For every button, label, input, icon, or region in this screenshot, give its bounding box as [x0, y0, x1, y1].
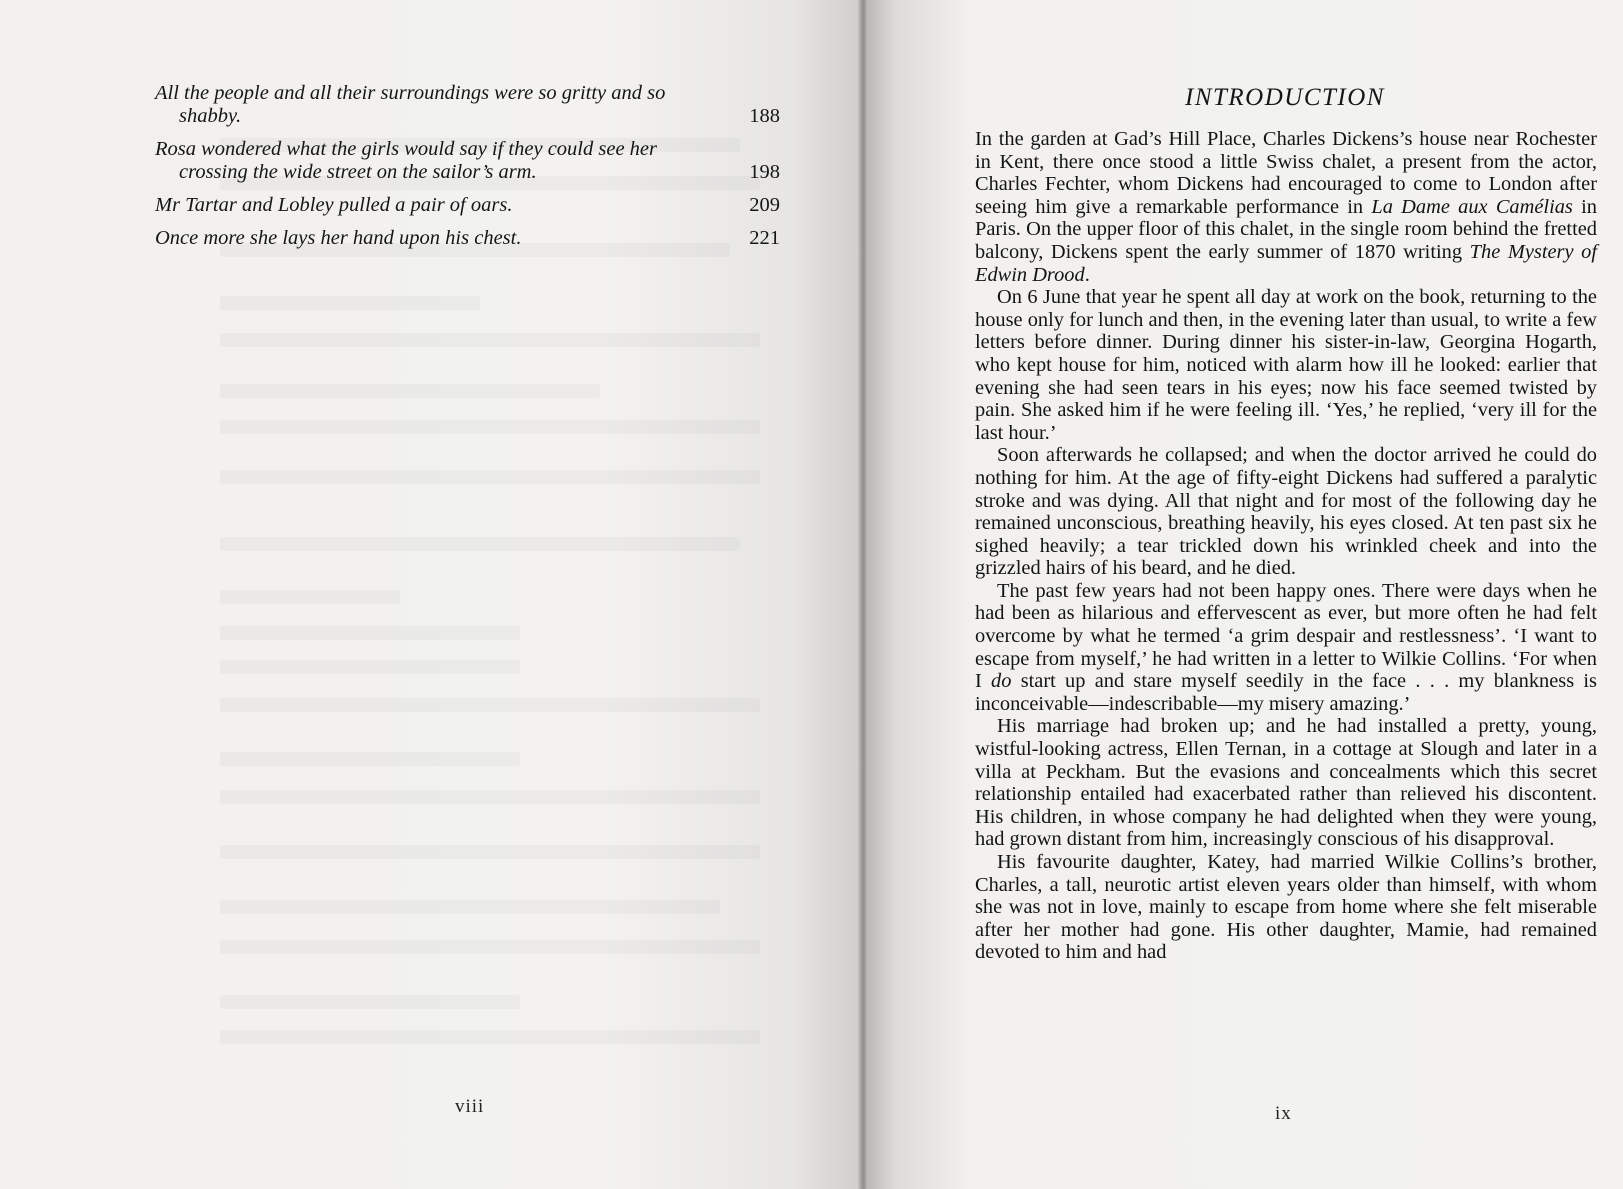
- show-through-line: [220, 1030, 760, 1044]
- show-through-line: [220, 590, 400, 604]
- introduction-text: [975, 128, 1597, 964]
- list-item: [155, 194, 780, 217]
- page-number-left: viii: [455, 1096, 485, 1117]
- italic-title: La Dame aux Camélias: [1371, 195, 1573, 218]
- show-through-line: [220, 940, 760, 954]
- text-run: In the garden at Gad’s Hill Place, Charles Dickens’s house near Rochester in Kent, there once stood a little Swiss chalet, a present from the actor, Charles Fechter, whom Dickens had encouraged to come to London after seeing him give a remarkable performance in: [975, 128, 1597, 218]
- show-through-line: [220, 333, 760, 347]
- show-through-line: [220, 900, 720, 914]
- illustration-caption: Mr Tartar and Lobley pulled a pair of oars.: [155, 194, 513, 216]
- show-through-line: [220, 698, 760, 712]
- show-through-line: [220, 995, 520, 1009]
- illustration-page-number: 209: [749, 194, 780, 216]
- show-through-line: [220, 660, 520, 674]
- illustration-caption: All the people and all their surroundings were so gritty and so shabby.: [155, 82, 666, 127]
- show-through-line: [220, 384, 600, 398]
- show-through-line: [220, 420, 760, 434]
- text-run: start up and stare myself seedily in the face . . . my blankness is inconceivable—indescribable—my misery amazing.’: [975, 670, 1597, 715]
- illustration-page-number: 198: [749, 161, 780, 183]
- paragraph: His marriage had broken up; and he had installed a pretty, young, wistful-looking actress, Ellen Ternan, in a cottage at Slough and later in a villa at Peckham. But the evasions and concealments which this secret relationship entailed had exacerbated rather than relieved his discontent. His children, in whose company he had delighted when they were young, had grown distant from him, increasingly conscious of his disapproval.: [975, 715, 1597, 851]
- list-item: [155, 227, 780, 250]
- text-run: The past few years had not been happy ones. There were days when he had been as hilarious and effervescent as ever, but more often he had felt overcome by what he termed ‘a grim despair and restlessness’. ‘I want to escape from myself,’ he had written in a letter to Wilkie Collins. ‘For when I: [975, 579, 1597, 693]
- show-through-line: [220, 296, 480, 310]
- paragraph: On 6 June that year he spent all day at work on the book, returning to the house only for lunch and then, in the evening later than usual, to write a few letters before dinner. During dinner his sister-in-law, Georgina Hogarth, who kept house for him, noticed with alarm how ill he looked: earlier that evening she had seen tears in his eyes; now his face seemed twisted by pain. She asked him if he were feeling ill. ‘Yes,’ he replied, ‘very ill for the last hour.’: [975, 286, 1597, 444]
- illustration-page-number: 188: [749, 105, 780, 127]
- list-item: [155, 138, 780, 184]
- page-title: INTRODUCTION: [1185, 84, 1385, 111]
- show-through-line: [220, 470, 760, 484]
- show-through-line: [220, 626, 520, 640]
- list-of-illustrations: [155, 82, 780, 260]
- paragraph: His favourite daughter, Katey, had married Wilkie Collins’s brother, Charles, a tall, neurotic artist eleven years older than himself, with whom she was not in love, mainly to escape from home where she felt miserable after her mother had gone. His other daughter, Mamie, had remained devoted to him and had: [975, 851, 1597, 964]
- illustration-caption: Rosa wondered what the girls would say if they could see her crossing the wide street on the sailor’s arm.: [155, 138, 657, 183]
- italic-title: The Mystery of Edwin Drood: [975, 240, 1597, 286]
- paragraph: [975, 128, 1597, 286]
- list-item: [155, 82, 780, 128]
- show-through-line: [220, 790, 760, 804]
- italic-emphasis: do: [991, 670, 1012, 693]
- illustration-page-number: 221: [749, 227, 780, 249]
- paragraph: Soon afterwards he collapsed; and when the doctor arrived he could do nothing for him. At the age of fifty-eight Dickens had suffered a paralytic stroke and was dying. All that night and for most of the following day he remained unconscious, breathing heavily, his eyes closed. At ten past six he sighed heavily; a tear trickled down his wrinkled cheek and into the grizzled hairs of his beard, and he died.: [975, 444, 1597, 580]
- paragraph: [975, 580, 1597, 716]
- page-number-right: ix: [1275, 1103, 1292, 1124]
- show-through-line: [220, 537, 740, 551]
- show-through-line: [220, 752, 520, 766]
- text-run: in Paris. On the upper floor of this chalet, in the single room behind the fretted balcony, Dickens spent the early summer of 1870 writing: [975, 195, 1597, 263]
- illustration-caption: Once more she lays her hand upon his chest.: [155, 227, 522, 249]
- show-through-line: [220, 845, 760, 859]
- text-run: .: [1084, 263, 1090, 286]
